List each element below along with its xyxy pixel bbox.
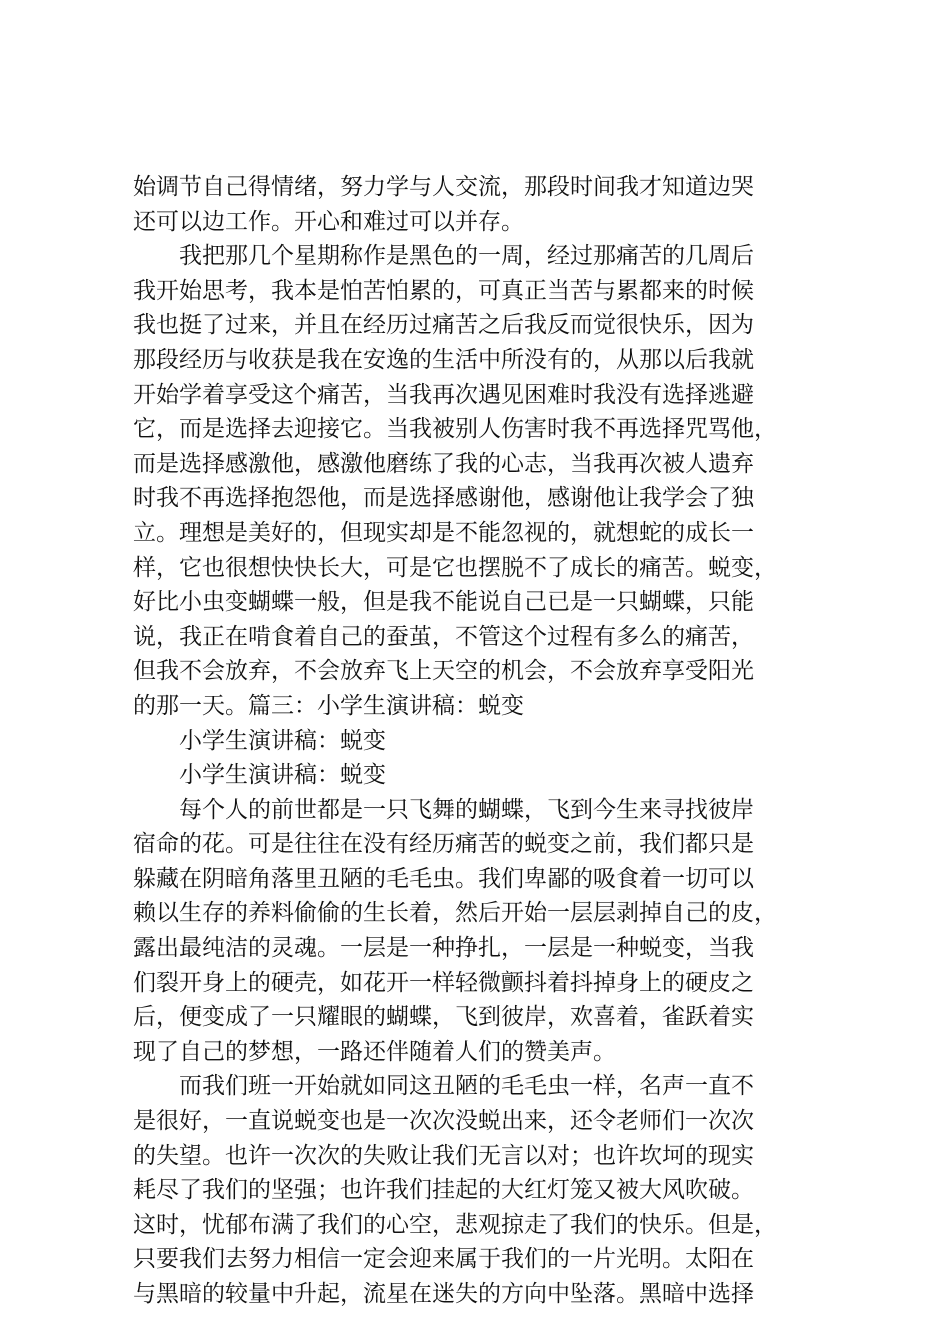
paragraph-start-line: 我把那几个星期称作是黑色的一周，经过那痛苦的几周后 xyxy=(179,243,754,270)
text-line: 开始学着享受这个痛苦，当我再次遇见困难时我没有选择逃避 xyxy=(133,381,754,408)
text-line: 现了自己的梦想，一路还伴随着人们的赞美声。 xyxy=(133,1038,616,1065)
text-line: 赖以生存的养料偷偷的生长着，然后开始一层层剥掉自己的皮， xyxy=(133,900,777,927)
section-heading: 小学生演讲稿：蜕变 xyxy=(179,727,386,754)
text-line: 与黑暗的较量中升起，流星在迷失的方向中坠落。黑暗中选择 xyxy=(133,1281,754,1307)
text-line: 但我不会放弃，不会放弃飞上天空的机会，不会放弃享受阳光 xyxy=(133,658,754,685)
text-line: 宿命的花。可是往往在没有经历痛苦的蜕变之前，我们都只是 xyxy=(133,831,754,858)
text-line: 那段经历与收获是我在安逸的生活中所没有的，从那以后我就 xyxy=(133,346,754,373)
text-line: 样，它也很想快快长大，可是它也摆脱不了成长的痛苦。蜕变， xyxy=(133,554,777,581)
text-line: 们裂开身上的硬壳，如花开一样轻微颤抖着抖掉身上的硬皮之 xyxy=(133,969,754,996)
text-line: 始调节自己得情绪，努力学与人交流，那段时间我才知道边哭 xyxy=(133,174,754,200)
text-line: 立。理想是美好的，但现实却是不能忽视的，就想蛇的成长一 xyxy=(133,519,754,546)
paragraph-start-line: 每个人的前世都是一只飞舞的蝴蝶，飞到今生来寻找彼岸 xyxy=(179,796,754,823)
text-line: 时我不再选择抱怨他，而是选择感谢他，感谢他让我学会了独 xyxy=(133,485,754,512)
text-line: 好比小虫变蝴蝶一般，但是我不能说自己已是一只蝴蝶，只能 xyxy=(133,589,754,616)
text-line: 后，便变成了一只耀眼的蝴蝶，飞到彼岸，欢喜着，雀跃着实 xyxy=(133,1004,754,1031)
text-line: 的那一天。篇三：小学生演讲稿：蜕变 xyxy=(133,692,524,719)
text-line: 还可以边工作。开心和难过可以并存。 xyxy=(133,208,524,235)
paragraph-start-line: 而我们班一开始就如同这丑陋的毛毛虫一样，名声一直不 xyxy=(179,1073,754,1100)
text-line: 我开始思考，我本是怕苦怕累的，可真正当苦与累都来的时候 xyxy=(133,277,754,304)
text-line: 耗尽了我们的坚强；也许我们挂起的大红灯笼又被大风吹破。 xyxy=(133,1177,754,1204)
text-line: 露出最纯洁的灵魂。一层是一种挣扎，一层是一种蜕变，当我 xyxy=(133,935,754,962)
text-line: 说，我正在啃食着自己的蚕茧，不管这个过程有多么的痛苦， xyxy=(133,623,754,650)
text-line: 只要我们去努力相信一定会迎来属于我们的一片光明。太阳在 xyxy=(133,1246,754,1273)
text-line: 它，而是选择去迎接它。当我被别人伤害时我不再选择咒骂他， xyxy=(133,416,777,443)
text-line: 我也挺了过来，并且在经历过痛苦之后我反而觉很快乐，因为 xyxy=(133,312,754,339)
text-line: 而是选择感激他，感激他磨练了我的心志，当我再次被人遗弃 xyxy=(133,450,754,477)
text-line: 躲藏在阴暗角落里丑陋的毛毛虫。我们卑鄙的吸食着一切可以 xyxy=(133,865,754,892)
text-line: 这时，忧郁布满了我们的心空，悲观掠走了我们的快乐。但是， xyxy=(133,1211,777,1238)
text-line: 是很好，一直说蜕变也是一次次没蜕出来，还令老师们一次次 xyxy=(133,1108,754,1135)
section-heading: 小学生演讲稿：蜕变 xyxy=(179,762,386,789)
text-line: 的失望。也许一次次的失败让我们无言以对；也许坎坷的现实 xyxy=(133,1142,754,1169)
body-text xyxy=(133,170,833,1312)
